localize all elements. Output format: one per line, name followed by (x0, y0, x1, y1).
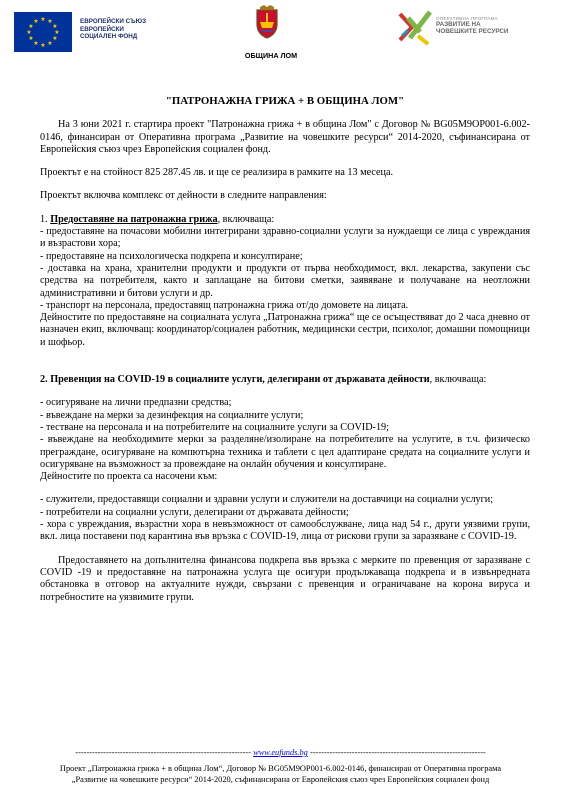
svg-text:★: ★ (54, 29, 60, 36)
footer-dashes: --------------------------------------------------------------- (75, 748, 252, 757)
document-body (40, 95, 530, 604)
op-program-logo-icon (396, 8, 434, 46)
closing-paragraph: Предоставянето на допълнителна финансова подкрепа във връзка с мерките по превенция от заразяване с COVID -19 и предоставяне на патронажна услуга ще осигури продължаваща подкрепа и в извънредната обстановка в отговор на актуалните нужди, свързани с превенция и ограничаване на корона вируса и потребностите на уязвимите групи. (40, 554, 530, 603)
footer-link-line (0, 748, 561, 757)
eu-logo-text (80, 18, 146, 41)
list-item: - предоставяне на почасови мобилни интегрирани здравно-социални услуги за нуждаещи се лица с увреждания и възрастови хора; (40, 226, 530, 250)
op-title-line: ЧОВЕШКИТЕ РЕСУРСИ (436, 28, 509, 36)
svg-text:★: ★ (40, 42, 46, 49)
footer-line: „Развитие на човешките ресурси“ 2014-2020, съфинансирана от Европейския съюз чрез Европейския социален фонд (71, 775, 490, 784)
eu-text-line: СОЦИАЛЕН ФОНД (80, 33, 138, 41)
section-1-heading (40, 214, 530, 226)
list-item: - доставка на храна, хранителни продукти и продукти от първа необходимост, вкл. лекарства, закупени със средства на потребителя, както и заплащане на битови сметки, заявяване и получаване на неотложни административни и битови услуги и др. (40, 262, 530, 299)
section-1-suffix: , включваща: (217, 213, 275, 225)
op-program-text (436, 16, 508, 36)
section-1-title: Предоставяне на патронажна грижа (50, 213, 218, 225)
op-small-label: ОПЕРАТИВНА ПРОГРАМА (436, 16, 498, 21)
list-item: - предоставяне на психологическа подкрепа и консултиране; (40, 250, 303, 262)
list-item: - осигуряване на лични предпазни средства; (40, 397, 232, 409)
section-1-closing: Дейностите по предоставяне на социалната услуга „Патронажна грижа“ ще се осъществяват до 2 часа дневно от назначен екип, включващ: координатор/социален работник, медицински сестри, психолог, домашни помощници и шофьор. (40, 312, 530, 348)
list-item: - тестване на персонала и на потребителите на социалните услуги за COVID-19; (40, 421, 389, 433)
svg-text:★: ★ (28, 35, 34, 42)
municipality-name: ОБЩИНА ЛОМ (244, 51, 298, 60)
page-header (0, 0, 561, 75)
list-item: - въвеждане на мерки за дезинфекция на социалните услуги; (40, 409, 304, 421)
value-paragraph: Проектът е на стойност 825 287.45 лв. и ще се реализира в рамките на 13 месеца. (40, 167, 394, 179)
svg-text:★: ★ (26, 29, 32, 36)
scope-paragraph: Проектът включва комплекс от дейности в следните направления: (40, 190, 327, 202)
section-2-title: 2. Превенция на COVID-19 в социалните услуги, делегирани от държавата дейности (40, 374, 430, 386)
list-item: - служители, предоставящи социални и здравни услуги и служители на доставчици на социални услуги; (40, 494, 494, 506)
list-item: - въвеждане на необходимите мерки за разделяне/изолиране на потребителите на услугите, в т.ч. физическо преграждане, осигуряване на компютърна техника и таблети с цел адаптиране средата на социалните услуги и осигуряване на възможност за провеждане на онлайн обучения и консултиране. (40, 434, 530, 470)
municipality-crest-icon (252, 4, 282, 40)
intro-paragraph: На 3 юни 2021 г. стартира проект "Патронажна грижа + в община Лом" с Договор № BG05M9OP001-6.002-0146, финансиран от Оперативна програма „Развитие на човешките ресурси“ 2014-2020, съфинансирана от Европейския съюз чрез Европейския социален фонд. (40, 119, 530, 155)
section-1-number: 1. (40, 213, 51, 225)
svg-text:★: ★ (47, 18, 53, 25)
footer-line: Проект „Патронажна грижа + в община Лом“, Договор № BG05M9OP001-6.002-0146, финансиран от Оперативна програма (59, 764, 502, 773)
list-item: - потребители на социални услуги, делегирани от държавата дейности; (40, 506, 349, 518)
eufunds-link[interactable]: www.eufunds.bg (253, 748, 308, 757)
svg-text:★: ★ (52, 23, 58, 30)
eu-text-line: ЕВРОПЕЙСКИ (80, 25, 124, 33)
targets-intro: Дейностите по проекта са насочени към: (40, 471, 218, 483)
list-item: - хора с увреждания, възрастни хора в невъзможност от самообслужване, лица над 54 г., други уязвими групи, вкл. лица поставени под карантина във връзка с COVID-19, лица от рискови групи за заразяване с COVID-19. (40, 519, 530, 543)
document-title: "ПАТРОНАЖНА ГРИЖА + В ОБЩИНА ЛОМ" (165, 95, 405, 107)
svg-text:★: ★ (52, 35, 58, 42)
svg-text:★: ★ (40, 16, 46, 23)
section-2-heading (40, 374, 530, 386)
footer-dashes: --------------------------------------------------------------- (309, 748, 486, 757)
svg-text:★: ★ (33, 18, 39, 25)
svg-text:★: ★ (47, 40, 53, 47)
section-2-suffix: , включваща: (429, 374, 487, 386)
eu-flag-icon (14, 12, 72, 52)
eu-text-line: ЕВРОПЕЙСКИ СЪЮЗ (80, 18, 147, 25)
list-item: - транспорт на персонала, предоставящ патронажна грижа от/до домовете на лицата. (40, 299, 409, 311)
svg-text:★: ★ (28, 23, 34, 30)
svg-text:★: ★ (33, 40, 39, 47)
op-title-line: РАЗВИТИЕ НА (436, 21, 481, 28)
footer-text (0, 763, 561, 785)
